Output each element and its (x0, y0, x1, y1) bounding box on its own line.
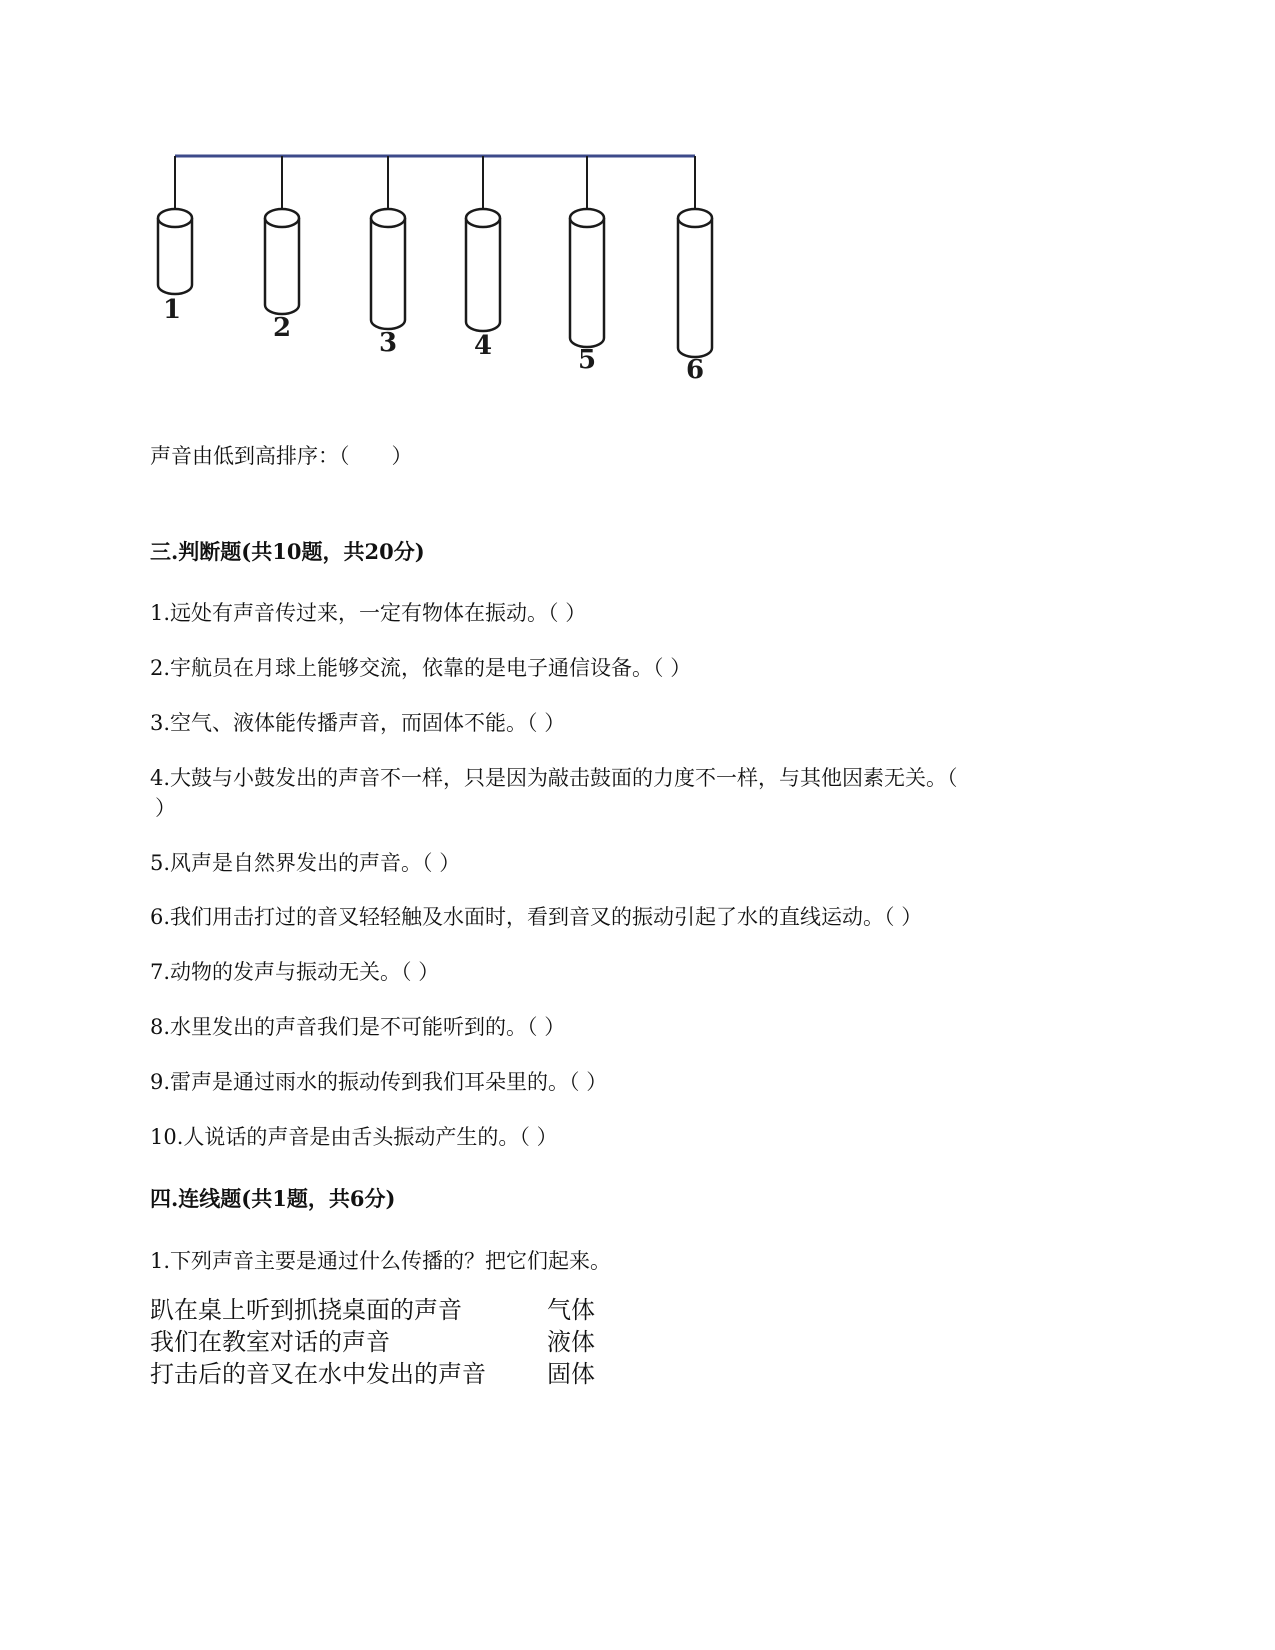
tube-opening (570, 209, 604, 227)
matching-left-item: 打击后的音叉在水中发出的声音 (150, 1360, 486, 1388)
tube-body (570, 218, 604, 347)
tube-label: 4 (473, 331, 493, 361)
question-3: 3.空气、液体能传播声音，而固体不能。（ ） (150, 711, 566, 735)
matching-right-item: 气体 (547, 1296, 595, 1324)
question-6: 6.我们用击打过的音叉轻轻触及水面时，看到音叉的振动引起了水的直线运动。（ ） (150, 905, 923, 929)
tubes-figure (150, 150, 730, 390)
section4-heading: 四.连线题(共1题，共6分) (150, 1186, 396, 1211)
tube-opening (371, 209, 405, 227)
tube-body (466, 218, 500, 331)
tube-label: 2 (272, 313, 292, 343)
tube-opening (678, 209, 712, 227)
question-10: 10.人说话的声音是由舌头振动产生的。（ ） (150, 1125, 558, 1149)
tube-label: 6 (685, 355, 705, 385)
tube-opening (466, 209, 500, 227)
tube-label: 5 (577, 345, 597, 375)
matching-left-item: 趴在桌上听到抓挠桌面的声音 (150, 1296, 462, 1324)
section3-heading: 三.判断题(共10题，共20分) (150, 539, 425, 564)
matching-left-item: 我们在教室对话的声音 (150, 1328, 390, 1356)
matching-right-item: 固体 (547, 1360, 595, 1388)
question-2: 2.宇航员在月球上能够交流，依靠的是电子通信设备。（ ） (150, 656, 692, 680)
matching-left-column (150, 1294, 486, 1390)
tube-label: 1 (162, 295, 182, 325)
question-4: 4.大鼓与小鼓发出的声音不一样，只是因为敲击鼓面的力度不一样，与其他因素无关。（ (150, 766, 958, 790)
question-5: 5.风声是自然界发出的声音。（ ） (150, 851, 461, 875)
matching-question: 1.下列声音主要是通过什么传播的？把它们起来。 (150, 1249, 612, 1273)
matching-right-column (547, 1294, 595, 1390)
question-9: 9.雷声是通过雨水的振动传到我们耳朵里的。（ ） (150, 1070, 608, 1094)
tube-opening (265, 209, 299, 227)
matching-right-item: 液体 (547, 1328, 595, 1356)
tube-opening (158, 209, 192, 227)
tube-body (158, 218, 192, 294)
question-4-continuation: ） (155, 796, 176, 820)
tube-body (371, 218, 405, 329)
tube-label: 3 (378, 328, 398, 358)
tube-body (265, 218, 299, 314)
order-prompt: 声音由低到高排序：（ ） (150, 444, 413, 468)
question-8: 8.水里发出的声音我们是不可能听到的。（ ） (150, 1015, 566, 1039)
tube-body (678, 218, 712, 357)
question-1: 1.远处有声音传过来，一定有物体在振动。（ ） (150, 601, 587, 625)
question-7: 7.动物的发声与振动无关。（ ） (150, 960, 440, 984)
